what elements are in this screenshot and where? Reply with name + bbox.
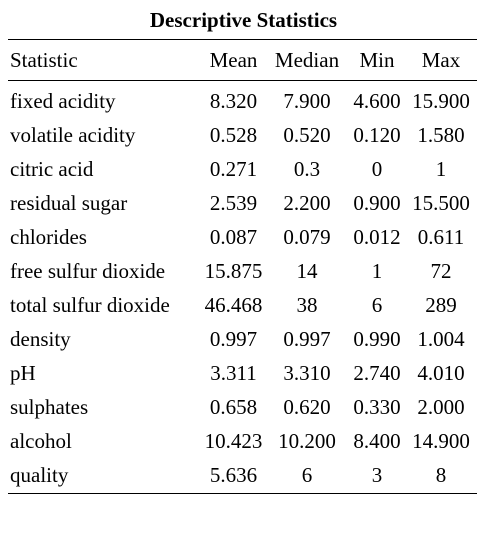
cell-median: 0.997 [283,326,331,351]
cell-statistic: density [10,326,71,351]
cell-min: 2.740 [353,360,401,385]
cell-max: 1.004 [417,326,465,351]
header-row [8,40,477,80]
cell-max: 2.000 [417,394,465,419]
cell-min: 6 [371,292,383,317]
cell-median: 0.620 [283,394,331,419]
cell-median: 0.3 [293,156,321,181]
table-row [8,254,477,288]
table-row [8,458,477,492]
table-row [8,220,477,254]
table-row [8,424,477,458]
cell-statistic: citric acid [10,156,94,181]
table-row [8,322,477,356]
cell-max: 1.580 [417,122,465,147]
cell-statistic: chlorides [10,224,87,249]
cell-mean: 10.423 [204,428,263,453]
column-header-min: Min [359,47,395,72]
cell-mean: 46.468 [204,292,263,317]
cell-mean: 15.875 [204,258,263,283]
bottom-rule [8,493,477,494]
cell-max: 0.611 [417,224,465,249]
cell-mean: 0.271 [209,156,258,181]
cell-median: 0.079 [283,224,331,249]
table-row [8,118,477,152]
cell-max: 4.010 [417,360,465,385]
cell-mean: 5.636 [209,462,258,487]
cell-min: 4.600 [353,88,401,113]
cell-median: 7.900 [283,88,331,113]
table-row [8,152,477,186]
cell-statistic: total sulfur dioxide [10,292,170,317]
column-header-statistic: Statistic [10,47,78,72]
cell-min: 0.990 [353,326,401,351]
cell-max: 15.900 [412,88,470,113]
cell-statistic: volatile acidity [10,122,136,147]
column-header-median: Median [274,47,340,72]
cell-min: 0.330 [353,394,401,419]
cell-statistic: pH [10,360,36,385]
cell-statistic: sulphates [10,394,89,419]
cell-statistic: fixed acidity [10,88,116,113]
cell-statistic: quality [10,462,69,487]
cell-mean: 0.087 [209,224,258,249]
cell-mean: 0.997 [209,326,258,351]
cell-max: 289 [425,292,457,317]
descriptive-statistics-table [8,40,477,492]
cell-max: 1 [435,156,447,181]
cell-min: 1 [371,258,383,283]
cell-mean: 2.539 [209,190,258,215]
cell-statistic: residual sugar [10,190,128,215]
cell-statistic: alcohol [10,428,72,453]
table-row [8,390,477,424]
table-row [8,186,477,220]
cell-max: 72 [430,258,452,283]
cell-median: 6 [301,462,313,487]
cell-mean: 0.528 [209,122,258,147]
cell-mean: 0.658 [209,394,258,419]
cell-median: 0.520 [283,122,331,147]
cell-median: 14 [296,258,318,283]
column-header-mean: Mean [209,47,258,72]
cell-median: 3.310 [283,360,331,385]
table-row [8,288,477,322]
cell-median: 38 [296,292,318,317]
cell-max: 8 [435,462,447,487]
cell-min: 0.900 [353,190,401,215]
cell-min: 0.012 [353,224,401,249]
cell-mean: 3.311 [210,360,257,385]
cell-max: 15.500 [412,190,470,215]
cell-min: 0 [371,156,383,181]
cell-max: 14.900 [412,428,470,453]
cell-mean: 8.320 [209,88,258,113]
table-row [8,356,477,390]
cell-median: 10.200 [278,428,336,453]
table-title: Descriptive Statistics [149,8,338,32]
cell-min: 8.400 [353,428,401,453]
column-header-max: Max [421,47,461,72]
cell-statistic: free sulfur dioxide [10,258,166,283]
cell-min: 0.120 [353,122,401,147]
cell-median: 2.200 [283,190,331,215]
table-row [8,80,477,118]
cell-min: 3 [371,462,383,487]
